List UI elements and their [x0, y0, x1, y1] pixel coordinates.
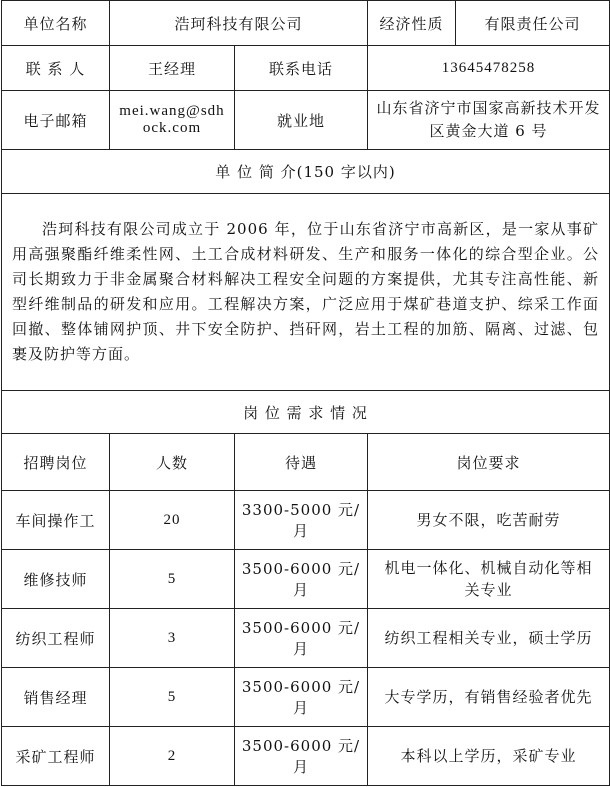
company-value: 浩珂科技有限公司: [110, 1, 368, 46]
job-salary: 3500-6000 元/月: [235, 727, 368, 786]
intro-heading: 单 位 简 介(150 字以内): [2, 150, 610, 194]
location-label: 就业地: [235, 91, 368, 150]
intro-row: [2, 194, 610, 391]
table-row: [2, 491, 610, 550]
intro-cell: [2, 194, 610, 391]
job-salary: 3300-5000 元/月: [235, 491, 368, 550]
jobs-heading: 岗 位 需 求 情 况: [2, 391, 610, 434]
table-row: [2, 668, 610, 727]
contact-label: 联 系 人: [2, 46, 110, 91]
contact-value: 王经理: [110, 46, 235, 91]
phone-value: 13645478258: [368, 46, 610, 91]
job-requirement: 纺织工程相关专业，硕士学历: [368, 609, 610, 668]
location-value: 山东省济宁市国家高新技术开发区黄金大道 6 号: [368, 91, 610, 150]
table-row: [2, 550, 610, 609]
column-header-requirement: 岗位要求: [368, 434, 610, 491]
recruitment-table: [1, 0, 610, 786]
job-salary: 3500-6000 元/月: [235, 609, 368, 668]
jobs-header-row: [2, 434, 610, 491]
job-requirement: 男女不限，吃苦耐劳: [368, 491, 610, 550]
job-requirement: 大专学历，有销售经验者优先: [368, 668, 610, 727]
column-header-salary: 待遇: [235, 434, 368, 491]
job-title: 销售经理: [2, 668, 110, 727]
company-label: 单位名称: [2, 1, 110, 46]
email-row: [2, 91, 610, 150]
job-salary: 3500-6000 元/月: [235, 550, 368, 609]
intro-text: 浩珂科技有限公司成立于 2006 年，位于山东省济宁市高新区，是一家从事矿用高强聚酯纤维柔性网、土工合成材料研发、生产和服务一体化的综合型企业。公司长期致力于非金属聚合材料解决工程安全问题的方案提供，尤其专注高性能、新型纤维制品的研发和应用。工程解决方案，广泛应用于煤矿巷道支护、综采工作面回撤、整体铺网护顶、井下安全防护、挡矸网，岩土工程的加筋、隔离、过滤、包裹及防护等方面。: [12, 220, 600, 363]
column-header-count: 人数: [110, 434, 235, 491]
nature-value: 有限责任公司: [456, 1, 610, 46]
table-row: [2, 609, 610, 668]
email-label: 电子邮箱: [2, 91, 110, 150]
job-title: 车间操作工: [2, 491, 110, 550]
job-requirement: 本科以上学历，采矿专业: [368, 727, 610, 786]
company-row: [2, 1, 610, 46]
intro-heading-row: [2, 150, 610, 194]
contact-row: [2, 46, 610, 91]
nature-label: 经济性质: [368, 1, 456, 46]
job-count: 20: [110, 491, 235, 550]
job-title: 维修技师: [2, 550, 110, 609]
jobs-heading-row: [2, 391, 610, 434]
column-header-title: 招聘岗位: [2, 434, 110, 491]
job-count: 2: [110, 727, 235, 786]
job-title: 采矿工程师: [2, 727, 110, 786]
job-count: 5: [110, 668, 235, 727]
job-requirement: 机电一体化、机械自动化等相关专业: [368, 550, 610, 609]
table-row: [2, 727, 610, 786]
job-salary: 3500-6000 元/月: [235, 668, 368, 727]
phone-label: 联系电话: [235, 46, 368, 91]
job-title: 纺织工程师: [2, 609, 110, 668]
job-count: 5: [110, 550, 235, 609]
job-count: 3: [110, 609, 235, 668]
email-value: mei.wang@sdhock.com: [110, 91, 235, 150]
